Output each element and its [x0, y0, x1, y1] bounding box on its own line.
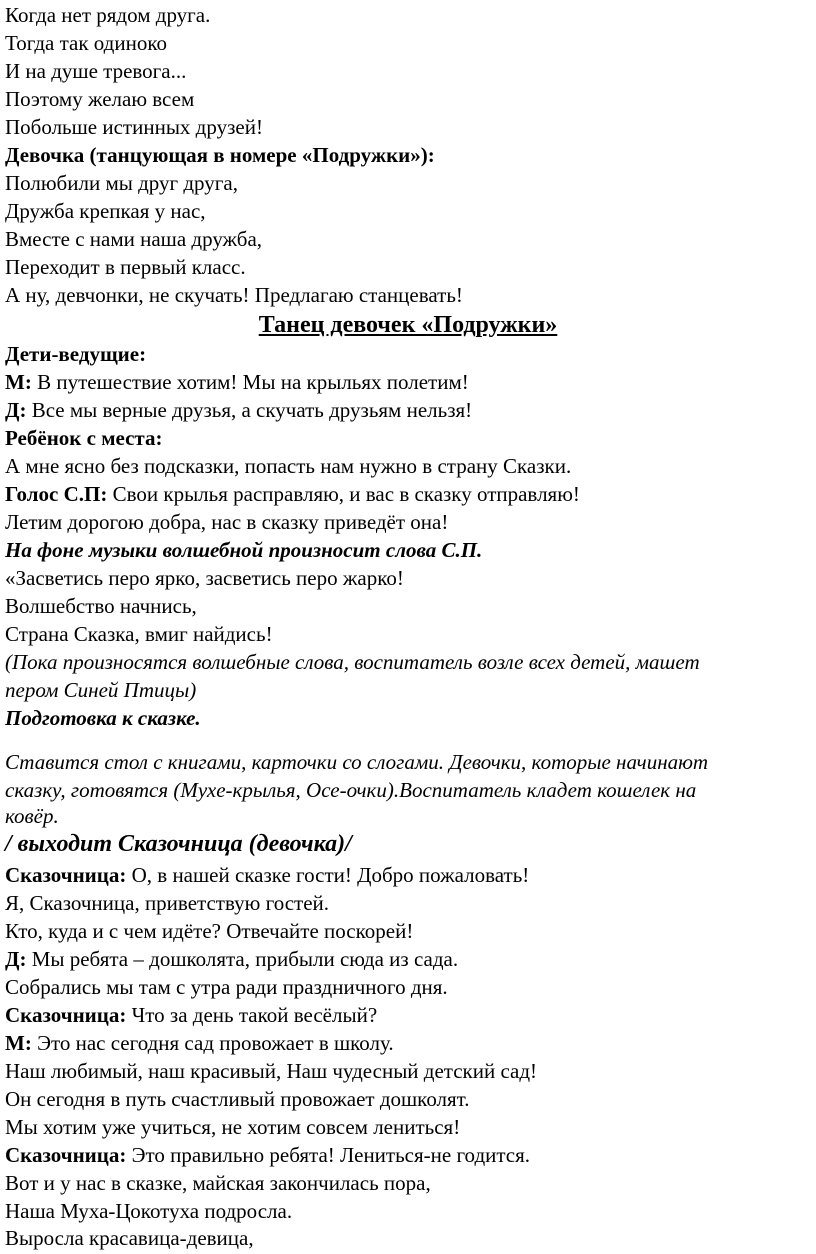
- speaker-heading: Девочка (танцующая в номере «Подружки»):: [5, 143, 435, 167]
- speaker-heading: Ребёнок с места:: [5, 426, 163, 450]
- dialogue-line: Выросла красавица-девица,: [5, 1226, 254, 1250]
- poem-line: Дружба крепкая у нас,: [5, 199, 206, 223]
- speaker-heading: Дети-ведущие:: [5, 342, 147, 366]
- section-subtitle: Подготовка к сказке.: [5, 706, 201, 730]
- stage-direction: ковёр.: [5, 804, 59, 828]
- stage-direction: (Пока произносятся волшебные слова, воспитатель возле всех детей, машет: [5, 650, 700, 674]
- dialogue-line: [5, 369, 811, 396]
- dialogue-line: [5, 397, 811, 424]
- dialogue-line: Я, Сказочница, приветствую гостей.: [5, 891, 330, 915]
- speaker-label: Сказочница:: [5, 1003, 127, 1027]
- stage-direction: пером Синей Птицы): [5, 678, 197, 702]
- dialogue-line: [5, 946, 811, 973]
- speaker-label: Д:: [5, 947, 27, 971]
- poem-line: Поэтому желаю всем: [5, 87, 195, 111]
- dialogue-line: [5, 862, 811, 889]
- dialogue-line: Наш любимый, наш красивый, Наш чудесный детский сад!: [5, 1059, 538, 1083]
- speaker-label: Голос С.П:: [5, 482, 108, 506]
- dialogue-text: Что за день такой весёлый?: [126, 1003, 378, 1027]
- stage-direction: сказку, готовятся (Мухе-крылья, Осе-очки).Воспитатель кладет кошелек на: [5, 778, 697, 802]
- dialogue-text: В путешествие хотим! Мы на крыльях полетим!: [31, 370, 469, 394]
- poem-line: А ну, девчонки, не скучать! Предлагаю станцевать!: [5, 283, 463, 307]
- poem-line: Вместе с нами наша дружба,: [5, 227, 263, 251]
- poem-line: И на душе тревога...: [5, 59, 187, 83]
- speaker-label: Сказочница:: [5, 863, 127, 887]
- dialogue-text: Свои крылья расправляю, и вас в сказку отправляю!: [107, 482, 580, 506]
- poem-line: Переходит в первый класс.: [5, 255, 246, 279]
- dialogue-line: А мне ясно без подсказки, попасть нам нужно в страну Сказки.: [5, 454, 572, 478]
- poem-line: Полюбили мы друг друга,: [5, 171, 238, 195]
- poem-line: Страна Сказка, вмиг найдись!: [5, 622, 273, 646]
- dialogue-line: [5, 1142, 811, 1169]
- section-title: Танец девочек «Подружки»: [258, 312, 558, 338]
- speaker-label: М:: [5, 1031, 32, 1055]
- stage-direction: Ставится стол с книгами, карточки со слогами. Девочки, которые начинают: [5, 750, 709, 774]
- speaker-label: М:: [5, 370, 32, 394]
- poem-line: Побольше истинных друзей!: [5, 115, 263, 139]
- dialogue-line: Летим дорогою добра, нас в сказку приведёт она!: [5, 510, 449, 534]
- poem-line: Волшебство начнись,: [5, 594, 197, 618]
- dialogue-line: Кто, куда и с чем идёте? Отвечайте поскорей!: [5, 919, 414, 943]
- poem-line: Тогда так одиноко: [5, 31, 167, 55]
- dialogue-text: Мы ребята – дошколята, прибыли сюда из сада.: [26, 947, 459, 971]
- dialogue-line: Наша Муха-Цокотуха подросла.: [5, 1199, 293, 1223]
- dialogue-text: Это нас сегодня сад провожает в школу.: [31, 1031, 394, 1055]
- dialogue-line: [5, 1030, 811, 1057]
- dialogue-line: Он сегодня в путь счастливый провожает дошколят.: [5, 1087, 470, 1111]
- dialogue-line: Мы хотим уже учиться, не хотим совсем лениться!: [5, 1115, 461, 1139]
- character-entrance: / выходит Сказочница (девочка)/: [5, 831, 352, 857]
- poem-line: Когда нет рядом друга.: [5, 3, 211, 27]
- poem-line: «Засветись перо ярко, засветись перо жарко!: [5, 566, 404, 590]
- dialogue-line: [5, 481, 811, 508]
- dialogue-line: [5, 1002, 811, 1029]
- stage-direction: На фоне музыки волшебной произносит слова С.П.: [5, 538, 483, 562]
- dialogue-line: Собрались мы там с утра ради праздничного дня.: [5, 975, 448, 999]
- dialogue-text: Это правильно ребята! Лениться-не годится.: [126, 1143, 531, 1167]
- dialogue-line: Вот и у нас в сказке, майская закончилась пора,: [5, 1171, 431, 1195]
- speaker-label: Д:: [5, 398, 27, 422]
- speaker-label: Сказочница:: [5, 1143, 127, 1167]
- dialogue-text: Все мы верные друзья, а скучать друзьям нельзя!: [26, 398, 473, 422]
- dialogue-text: О, в нашей сказке гости! Добро пожаловать!: [126, 863, 530, 887]
